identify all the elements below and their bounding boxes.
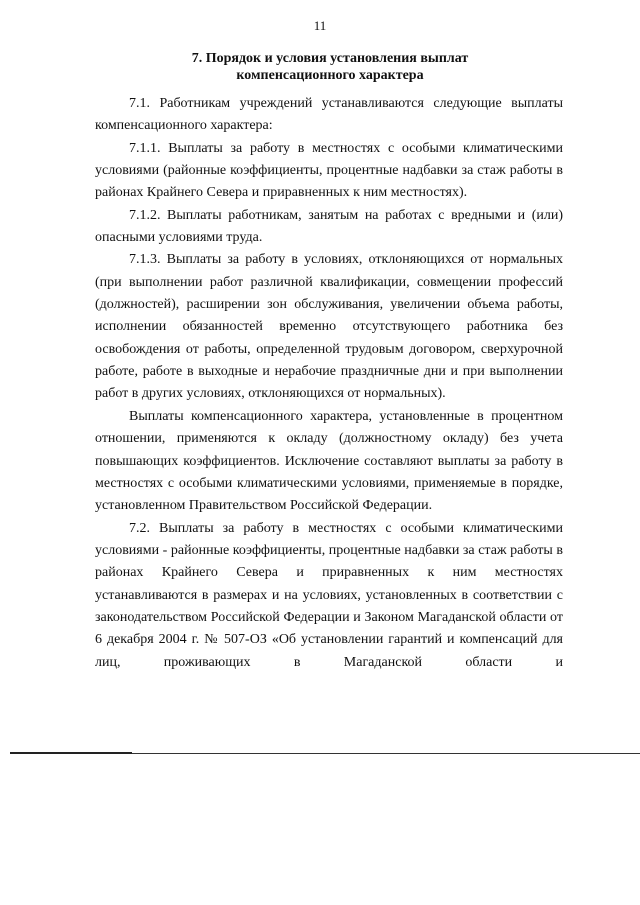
paragraph-compensation-note: Выплаты компенсационного характера, установленные в процентном отношении, применяются к окладу (должностному окладу) без учета повышающих коэффициентов. Исключение составляют выплаты за работу в местностях с особыми климатическими условиями, применяемые в порядке, установленном Правительством Российской Федерации. (95, 408, 563, 514)
document-body (95, 93, 563, 674)
page-divider-accent (10, 752, 132, 754)
page-number: 11 (313, 18, 327, 33)
section-heading-line-1: 7. Порядок и условия установления выплат (191, 51, 469, 66)
paragraph-7-1-1: 7.1.1. Выплаты за работу в местностях с особыми климатическими условиями (районные коэффициенты, процентные надбавки за стаж работы в районах Крайнего Севера и приравненных к ним местностях). (95, 140, 563, 201)
paragraph-7-2: 7.2. Выплаты за работу в местностях с особыми климатическими условиями - районные коэффициенты, процентные надбавки за стаж работы в районах Крайнего Севера и приравненных к ним местностях устанавливаются в размерах и на условиях, установленных в соответствии с законодательством Российской Федерации и Законом Магаданской области от 6 декабря 2004 г. № 507-ОЗ «Об установлении гарантий и компенсаций для лиц, проживающих в Магаданской области и (95, 520, 563, 670)
section-heading-line-2: компенсационного характера (236, 68, 424, 83)
paragraph-7-1-3: 7.1.3. Выплаты за работу в условиях, отклоняющихся от нормальных (при выполнении работ различной квалификации, совмещении профессий (должностей), расширении зон обслуживания, увеличении объема работы, исполнении обязанностей временно отсутствующего работника без освобождения от работы, определенной трудовым договором, сверхурочной работе, работе в выходные и нерабочие праздничные дни и при выполнении работ в других условиях, отклоняющихся от нормальных). (95, 252, 563, 402)
section-heading (95, 50, 565, 84)
paragraph-7-1: 7.1. Работникам учреждений устанавливаются следующие выплаты компенсационного характера: (95, 96, 563, 134)
paragraph-7-1-2: 7.1.2. Выплаты работникам, занятым на работах с вредными и (или) опасными условиями труда. (95, 207, 563, 246)
